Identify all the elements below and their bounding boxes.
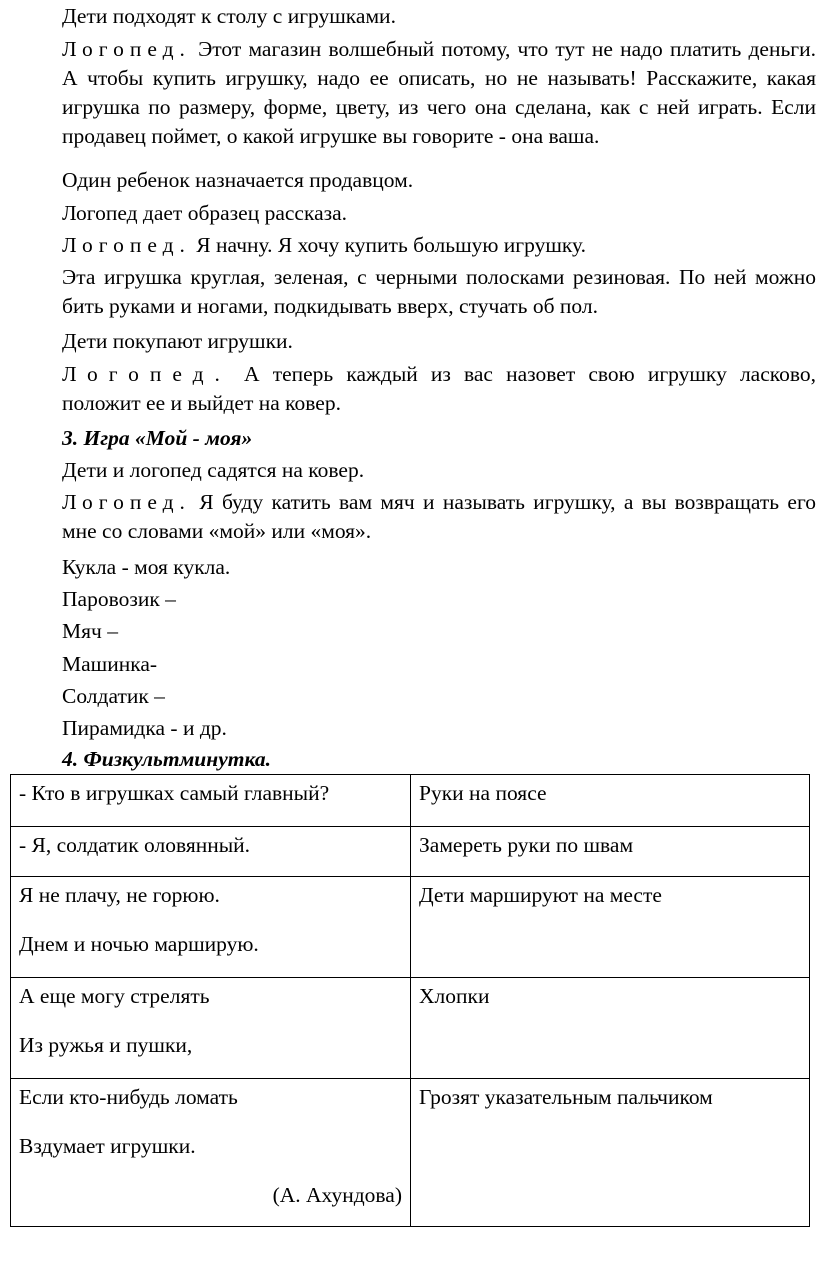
list-item: Пирамидка - и др.: [62, 716, 227, 740]
cell-text: Я не плачу, не горюю.: [19, 883, 220, 907]
table-cell: [11, 877, 411, 978]
table-cell: [411, 978, 810, 1079]
list-item: Солдатик –: [62, 684, 165, 708]
speaker-label: Логопед.: [62, 362, 231, 386]
table-row: [11, 978, 810, 1079]
line-gap: [19, 1161, 402, 1181]
list-item: Кукла - моя кукла.: [62, 555, 231, 579]
line-gap: [19, 1011, 402, 1031]
table-row: [11, 775, 810, 827]
table-cell: [411, 1079, 810, 1227]
exercise-table: [10, 774, 810, 1227]
cell-text: Хлопки: [419, 984, 490, 1008]
section-heading: 4. Физкультминутка.: [62, 747, 271, 771]
paragraph: [0, 35, 816, 151]
table-row: [11, 877, 810, 978]
author-attribution: (А. Ахундова): [272, 1183, 402, 1207]
paragraph: [0, 360, 816, 418]
line-gap: [19, 1112, 402, 1132]
cell-text: Вздумает игрушки.: [19, 1134, 196, 1158]
paragraph: Дети подходят к столу с игрушками.: [62, 4, 396, 28]
cell-text: - Кто в игрушках самый главный?: [19, 781, 330, 805]
paragraph-text: Я буду катить вам мяч и называть игрушку, а вы возвращать его мне со словами «мой» или «моя».: [62, 490, 816, 543]
cell-text: А еще могу стрелять: [19, 984, 210, 1008]
list-item: Паровозик –: [62, 587, 176, 611]
paragraph: Логопед дает образец рассказа.: [62, 201, 348, 225]
paragraph-text: Этот магазин волшебный потому, что тут не надо платить деньги. А чтобы купить игрушку, надо ее описать, но не называть! Расскажите, какая игрушка по размеру, форме, цвету, из чего она сделана, как с ней играть. Если продавец поймет, о какой игрушке вы говорите - она ваша.: [62, 37, 816, 148]
cell-text: Днем и ночью марширую.: [19, 932, 259, 956]
cell-text: Грозят указательным пальчиком: [419, 1085, 713, 1109]
list-item: Мяч –: [62, 619, 118, 643]
paragraph-text: Я начну. Я хочу купить большую игрушку.: [190, 233, 587, 257]
table-cell: [411, 877, 810, 978]
table-row: [11, 827, 810, 877]
table-cell: [11, 978, 411, 1079]
table-cell: [11, 827, 411, 877]
paragraph: [0, 488, 816, 546]
table-cell: [11, 1079, 411, 1227]
speaker-label: Логопед.: [62, 37, 191, 61]
paragraph: Дети и логопед садятся на ковер.: [62, 458, 365, 482]
line-gap: [19, 910, 402, 930]
cell-text: Замереть руки по швам: [419, 833, 634, 857]
table-row: [11, 1079, 810, 1227]
paragraph-text: А теперь каждый из вас назовет свою игрушку ласково, положит ее и выйдет на ковер.: [62, 362, 816, 415]
section-heading: 3. Игра «Мой - моя»: [62, 426, 253, 450]
table-cell: [411, 775, 810, 827]
cell-text: Из ружья и пушки,: [19, 1033, 193, 1057]
paragraph: [0, 231, 816, 260]
cell-text: - Я, солдатик оловянный.: [19, 833, 251, 857]
paragraph: Один ребенок назначается продавцом.: [62, 168, 414, 192]
paragraph: Дети покупают игрушки.: [62, 329, 293, 353]
cell-text: Дети маршируют на месте: [419, 883, 662, 907]
table-cell: [411, 827, 810, 877]
cell-text: Если кто-нибудь ломать: [19, 1085, 238, 1109]
list-item: Машинка-: [62, 652, 158, 676]
speaker-label: Логопед.: [62, 233, 191, 257]
speaker-label: Логопед.: [62, 490, 191, 514]
paragraph: Эта игрушка круглая, зеленая, с черными полосками резиновая. По ней можно бить руками и ногами, подкидывать вверх, стучать об пол.: [62, 265, 816, 318]
cell-text: Руки на поясе: [419, 781, 547, 805]
table-cell: [11, 775, 411, 827]
